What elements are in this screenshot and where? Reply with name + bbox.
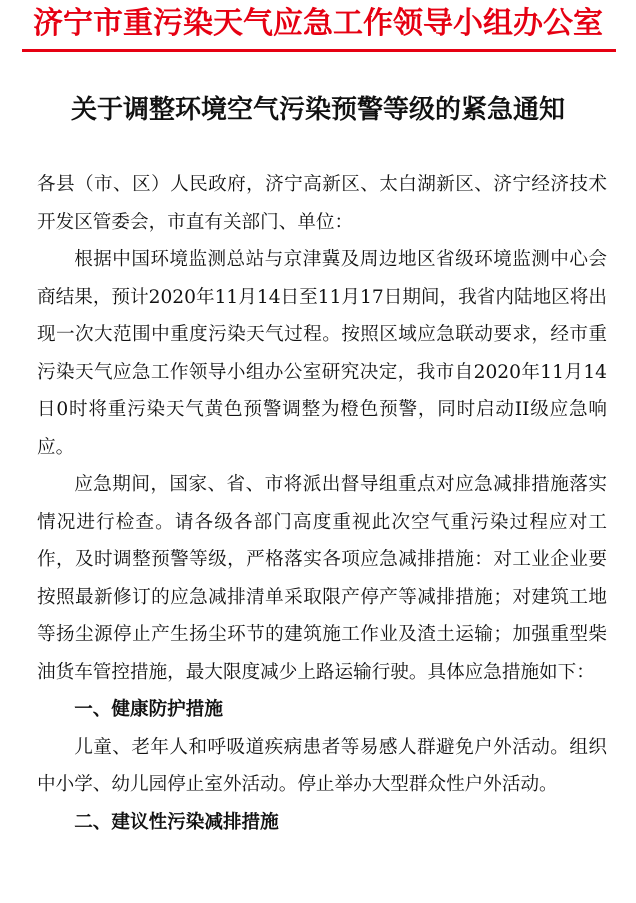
paragraph-requirements: 应急期间，国家、省、市将派出督导组重点对应急减排措施落实情况进行检查。请各级各部门高度重视此次空气重污染过程应对工作，及时调整预警等级，严格落实各项应急减排措施：对工业企业要按照最新修订的应急减排清单采取限产停产等减排措施；对建筑工地等扬尘源停止产生扬尘环节的建筑施工作业及渣土运输；加强重型柴油货车管控措施，最大限度减少上路运输行驶。具体应急措施如下：: [37, 474, 607, 683]
red-header-rule: [22, 49, 616, 52]
section-heading-health: 一、健康防护措施: [74, 699, 223, 720]
notice-title: 关于调整环境空气污染预警等级的紧急通知: [70, 95, 565, 125]
paragraph-forecast: 根据中国环境监测总站与京津冀及周边地区省级环境监测中心会商结果，预计2020年11月14日至11月17日期间，我省内陆地区将出现一次大范围中重度污染天气过程。按照区域应急联动要求，经市重污染天气应急工作领导小组办公室研究决定，我市自2020年11月14日0时将重污染天气黄色预警调整为橙色预警，同时启动II级应急响应。: [37, 249, 607, 458]
notice-body: [37, 166, 607, 841]
issuing-organization-header: 济宁市重污染天气应急工作领导小组办公室: [33, 6, 603, 41]
section-heading-reduction: 二、建议性污染减排措施: [74, 811, 279, 833]
section-text-health: 儿童、老年人和呼吸道疾病患者等易感人群避免户外活动。组织中小学、幼儿园停止室外活动。停止举办大型群众性户外活动。: [37, 736, 607, 795]
salutation: 各县（市、区）人民政府，济宁高新区、太白湖新区、济宁经济技术开发区管委会，市直有关部门、单位：: [37, 174, 607, 233]
